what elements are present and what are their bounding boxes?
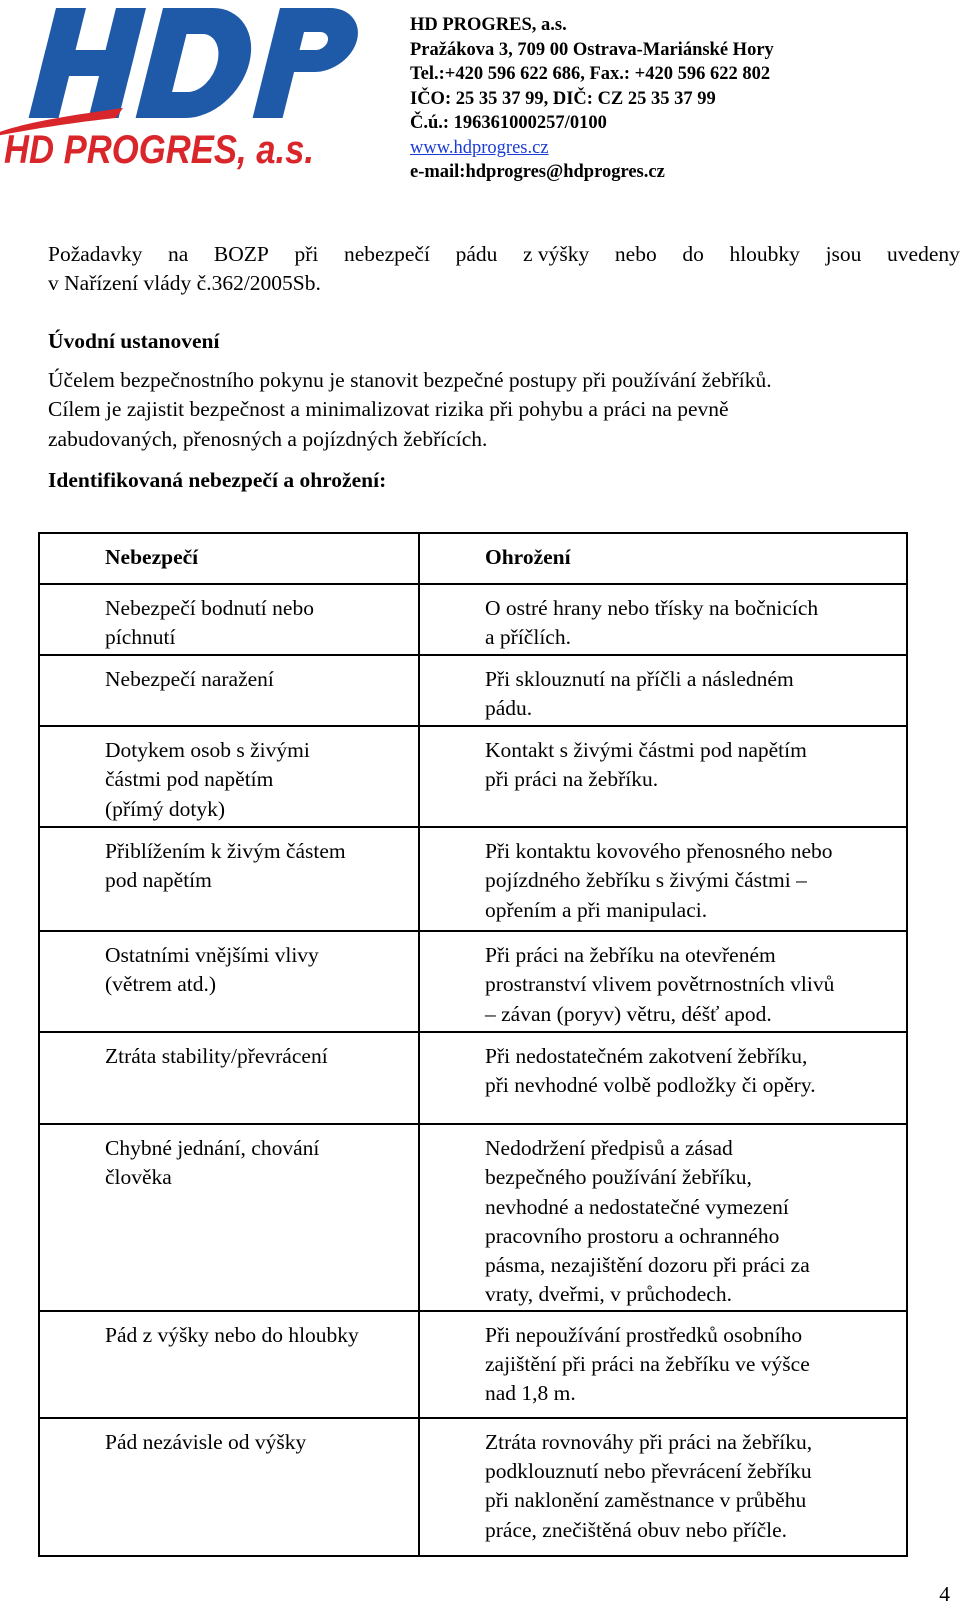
hazard-cell: [39, 1311, 419, 1418]
cell-line: (větrem atd.): [105, 972, 217, 997]
logo-text: HD PROGRES, a.s.: [4, 128, 314, 172]
table-row: [39, 1032, 907, 1124]
threat-cell: [419, 1418, 907, 1556]
cell-line: (přímý dotyk): [105, 796, 226, 821]
section-heading-hazards: Identifikovaná nebezpečí a ohrožení:: [48, 468, 387, 492]
cell-line: Při nepoužívání prostředků osobního: [485, 1322, 803, 1347]
company-name: HD PROGRES, a.s.: [410, 15, 567, 35]
cell-line: podklouznutí nebo převrácení žebříku: [485, 1459, 812, 1484]
cell-line: Ostatními vnějšími vlivy: [105, 943, 319, 967]
hazards-table: [38, 532, 908, 1557]
cell-line: nevhodné a nedostatečné vymezení: [485, 1194, 789, 1219]
header-threat: Ohrožení: [419, 533, 907, 584]
hazard-cell: [39, 931, 419, 1032]
intro-word: při: [294, 242, 319, 266]
threat-cell: [419, 827, 907, 931]
table-header-row: [39, 533, 907, 584]
hazard-cell: [39, 584, 419, 655]
table-row: [39, 1124, 907, 1311]
cell-line: Nebezpečí naražení: [105, 667, 274, 691]
cell-line: a příčlích.: [485, 625, 571, 650]
table-row: [39, 931, 907, 1032]
intro-word: BOZP: [213, 242, 269, 266]
threat-cell: [419, 655, 907, 726]
logo-mark: [0, 8, 365, 138]
cell-line: Nebezpečí bodnutí nebo: [105, 596, 314, 620]
table-row: [39, 1311, 907, 1418]
intro-paragraph: [48, 240, 960, 298]
cell-line: píchnutí: [105, 625, 176, 650]
page-number: 4: [939, 1582, 950, 1606]
paragraph-line: zabudovaných, přenosných a pojízdných žebřících.: [48, 426, 488, 451]
cell-line: Přiblížením k živým částem: [105, 839, 346, 863]
paragraph-line: Cílem je zajistit bezpečnost a minimalizovat rizika při pohybu a práci na pevně: [48, 397, 729, 422]
threat-cell: [419, 1032, 907, 1124]
cell-line: při naklonění zaměstnance v průběhu: [485, 1488, 807, 1513]
cell-line: Nedodržení předpisů a zásad: [485, 1136, 733, 1160]
cell-line: Pád z výšky nebo do hloubky: [105, 1322, 359, 1347]
purpose-paragraph: [48, 366, 772, 454]
cell-line: prostranství vlivem povětrnostních vlivů: [485, 972, 835, 997]
cell-line: nad 1,8 m.: [485, 1381, 576, 1406]
cell-line: Při práci na žebříku na otevřeném: [485, 943, 776, 967]
cell-line: člověka: [105, 1165, 172, 1190]
table-row: [39, 726, 907, 827]
hazard-cell: [39, 827, 419, 931]
threat-cell: [419, 726, 907, 827]
threat-cell: [419, 584, 907, 655]
company-email: e-mail:hdprogres@hdprogres.cz: [410, 162, 665, 182]
company-info: [410, 13, 774, 185]
intro-line-2: v Nařízení vlády č.362/2005Sb.: [48, 271, 321, 295]
cell-line: pásma, nezajištění dozoru při práci za: [485, 1253, 810, 1278]
cell-line: pojízdného žebříku s živými částmi –: [485, 868, 807, 893]
cell-line: Při kontaktu kovového přenosného nebo: [485, 839, 833, 863]
cell-line: Chybné jednání, chování: [105, 1136, 320, 1160]
company-account: Č.ú.: 196361000257/0100: [410, 113, 607, 133]
intro-word: do: [682, 242, 704, 266]
hazard-cell: [39, 1418, 419, 1556]
cell-line: částmi pod napětím: [105, 767, 274, 792]
intro-line-1: [48, 240, 960, 269]
cell-line: zajištění při práci na žebříku ve výšce: [485, 1352, 810, 1377]
cell-line: při práci na žebříku.: [485, 767, 659, 792]
table-row: [39, 584, 907, 655]
cell-line: Ztráta rovnováhy při práci na žebříku,: [485, 1429, 813, 1454]
cell-line: Dotykem osob s živými: [105, 738, 310, 762]
cell-line: při nevhodné volbě podložky či opěry.: [485, 1073, 816, 1098]
cell-line: Při nedostatečném zakotvení žebříku,: [485, 1044, 808, 1068]
intro-word: na: [167, 242, 189, 266]
hazard-cell: [39, 655, 419, 726]
company-ids: IČO: 25 35 37 99, DIČ: CZ 25 35 37 99: [410, 88, 716, 109]
cell-line: O ostré hrany nebo třísky na bočnicích: [485, 596, 819, 620]
threat-cell: [419, 1124, 907, 1311]
cell-line: Ztráta stability/převrácení: [105, 1044, 328, 1068]
table-row: [39, 1418, 907, 1556]
hazard-cell: [39, 1124, 419, 1311]
company-address: Pražákova 3, 709 00 Ostrava-Mariánské Hory: [410, 39, 774, 60]
cell-line: pod napětím: [105, 868, 212, 893]
cell-line: bezpečného používání žebříku,: [485, 1165, 752, 1190]
table-row: [39, 827, 907, 931]
intro-word: hloubky: [729, 242, 800, 266]
cell-line: Při sklouznutí na příčli a následném: [485, 667, 794, 691]
intro-word: pádu: [455, 242, 498, 266]
intro-word: nebo: [614, 242, 657, 266]
paragraph-line: Účelem bezpečnostního pokynu je stanovit bezpečné postupy při používání žebříků.: [48, 368, 772, 392]
company-logo: [0, 0, 372, 180]
table-row: [39, 655, 907, 726]
cell-line: opřením a při manipulaci.: [485, 897, 708, 922]
cell-line: Kontakt s živými částmi pod napětím: [485, 738, 807, 762]
intro-word: uvedeny: [887, 242, 960, 266]
cell-line: pádu.: [485, 696, 533, 721]
intro-word: nebezpečí: [344, 242, 430, 266]
cell-line: – závan (poryv) větru, déšť apod.: [485, 1001, 772, 1026]
cell-line: pracovního prostoru a ochranného: [485, 1223, 780, 1248]
hazard-cell: [39, 726, 419, 827]
header-hazard: Nebezpečí: [39, 533, 419, 584]
intro-word: z výšky: [522, 242, 590, 266]
cell-line: Pád nezávisle od výšky: [105, 1429, 307, 1454]
threat-cell: [419, 931, 907, 1032]
intro-word: Požadavky: [48, 242, 143, 266]
company-phone-fax: Tel.:+420 596 622 686, Fax.: +420 596 622 802: [410, 64, 771, 84]
threat-cell: [419, 1311, 907, 1418]
section-heading-intro-provisions: Úvodní ustanovení: [48, 329, 220, 353]
hazard-cell: [39, 1032, 419, 1124]
intro-word: jsou: [825, 242, 862, 266]
company-website-link[interactable]: www.hdprogres.cz: [410, 137, 549, 158]
cell-line: práce, znečištěná obuv nebo příčle.: [485, 1517, 788, 1542]
cell-line: vraty, dveřmi, v průchodech.: [485, 1282, 732, 1307]
